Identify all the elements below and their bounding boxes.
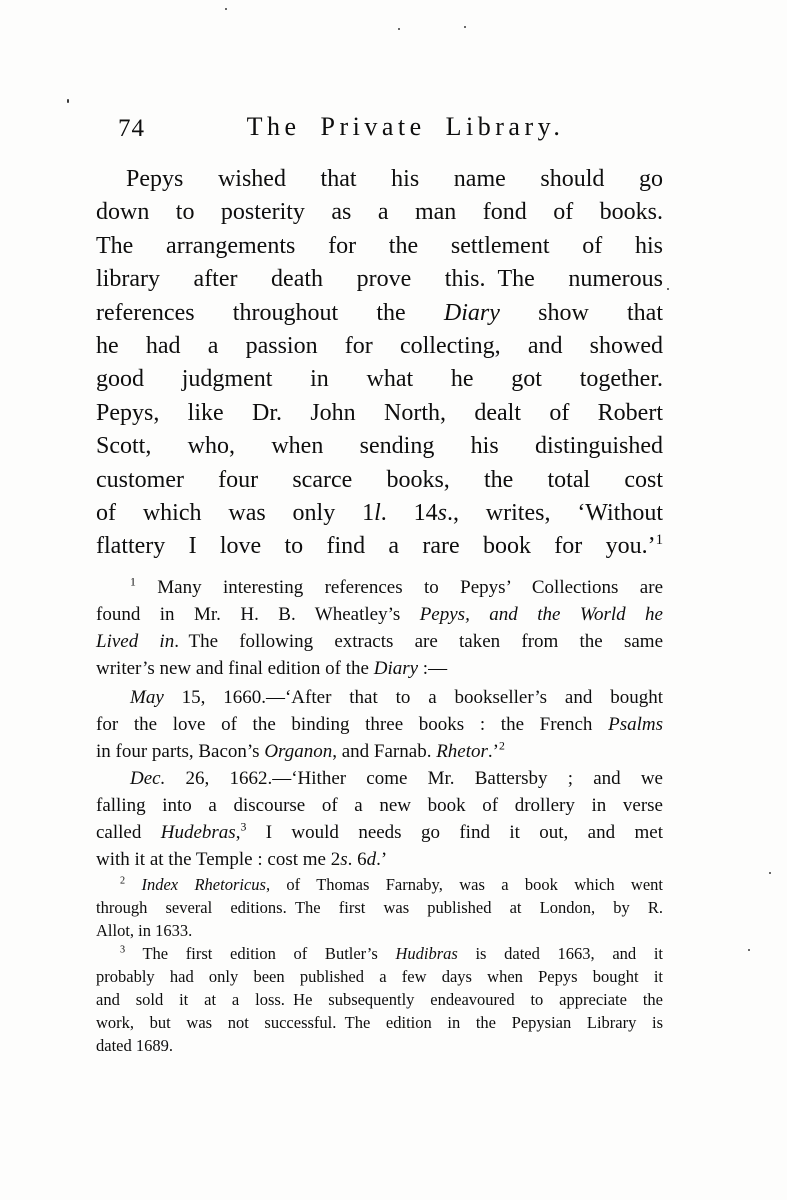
text-line: references throughout the Diary show that <box>96 299 663 326</box>
text-line: Pepys wished that his name should go <box>126 166 663 192</box>
scan-speck <box>225 8 227 10</box>
text-line: probably had only been published a few days when Pepys bought it <box>96 966 663 986</box>
scan-speck <box>667 288 669 290</box>
text-line: flattery I love to find a rare book for you.’$^1$ <box>96 532 663 560</box>
footnote-1 <box>96 574 663 682</box>
scan-speck <box>464 26 466 28</box>
text-line: $^1$ Many interesting references to Pepys’ Collections are <box>130 575 663 598</box>
text-line: falling into a discourse of a new book of drollery in verse <box>96 794 663 816</box>
text-line: $^2$ Index Rhetoricus, of Thomas Farnaby, was a book which went <box>120 874 663 894</box>
page-header <box>96 112 663 146</box>
scan-speck <box>67 99 69 103</box>
text-line: Allot, in 1633. <box>96 920 193 940</box>
extract-may <box>96 684 663 765</box>
page-title: The Private Library. <box>246 112 565 141</box>
page-number: 74 <box>118 115 145 142</box>
extract-dec <box>96 765 663 873</box>
text-line: library after death prove this. The numerous <box>96 266 663 293</box>
footnote-3 <box>96 942 663 1057</box>
footnote-2 <box>96 873 663 942</box>
body-paragraph <box>96 163 663 564</box>
scan-speck <box>769 872 771 874</box>
text-line: writer’s new and final edition of the Diary :— <box>96 657 448 679</box>
text-line: Pepys, like Dr. John North, dealt of Robert <box>96 399 663 426</box>
scan-speck <box>748 949 750 951</box>
text-line: through several editions. The first was published at London, by R. <box>96 897 663 917</box>
text-line: Scott, who, when sending his distinguished <box>96 433 663 460</box>
text-line: down to posterity as a man fond of books. <box>96 199 663 226</box>
text-line: found in Mr. H. B. Wheatley’s Pepys, and the World he <box>96 603 663 625</box>
text-line: Lived in. The following extracts are taken from the same <box>96 630 663 652</box>
text-line: of which was only 1l. 14s., writes, ‘Without <box>96 500 664 527</box>
text-line: for the love of the binding three books : the French Psalms <box>96 713 663 735</box>
text-line: May 15, 1660.—‘After that to a bookseller’s and bought <box>130 686 663 708</box>
text-line: good judgment in what he got together. <box>96 366 663 393</box>
text-line: customer four scarce books, the total cost <box>96 466 663 493</box>
text-line: he had a passion for collecting, and showed <box>96 333 663 360</box>
text-block <box>96 163 663 1057</box>
text-line: and sold it at a loss. He subsequently endeavoured to appreciate the <box>96 989 663 1009</box>
scan-speck <box>398 28 400 30</box>
text-line: dated 1689. <box>96 1035 173 1055</box>
text-line: with it at the Temple : cost me 2s. 6d.’ <box>96 848 388 870</box>
text-line: Dec. 26, 1662.—‘Hither come Mr. Battersby ; and we <box>130 767 663 789</box>
text-line: work, but was not successful. The edition in the Pepysian Library is <box>96 1012 663 1032</box>
text-line: called Hudebras,$^3$ I would needs go find it out, and met <box>96 820 663 843</box>
text-line: $^3$ The first edition of Butler’s Hudibras is dated 1663, and it <box>120 943 663 963</box>
text-column <box>96 112 663 1057</box>
text-line: The arrangements for the settlement of his <box>96 232 663 259</box>
text-line: in four parts, Bacon’s Organon, and Farnab. Rhetor.’$^2$ <box>96 739 505 762</box>
